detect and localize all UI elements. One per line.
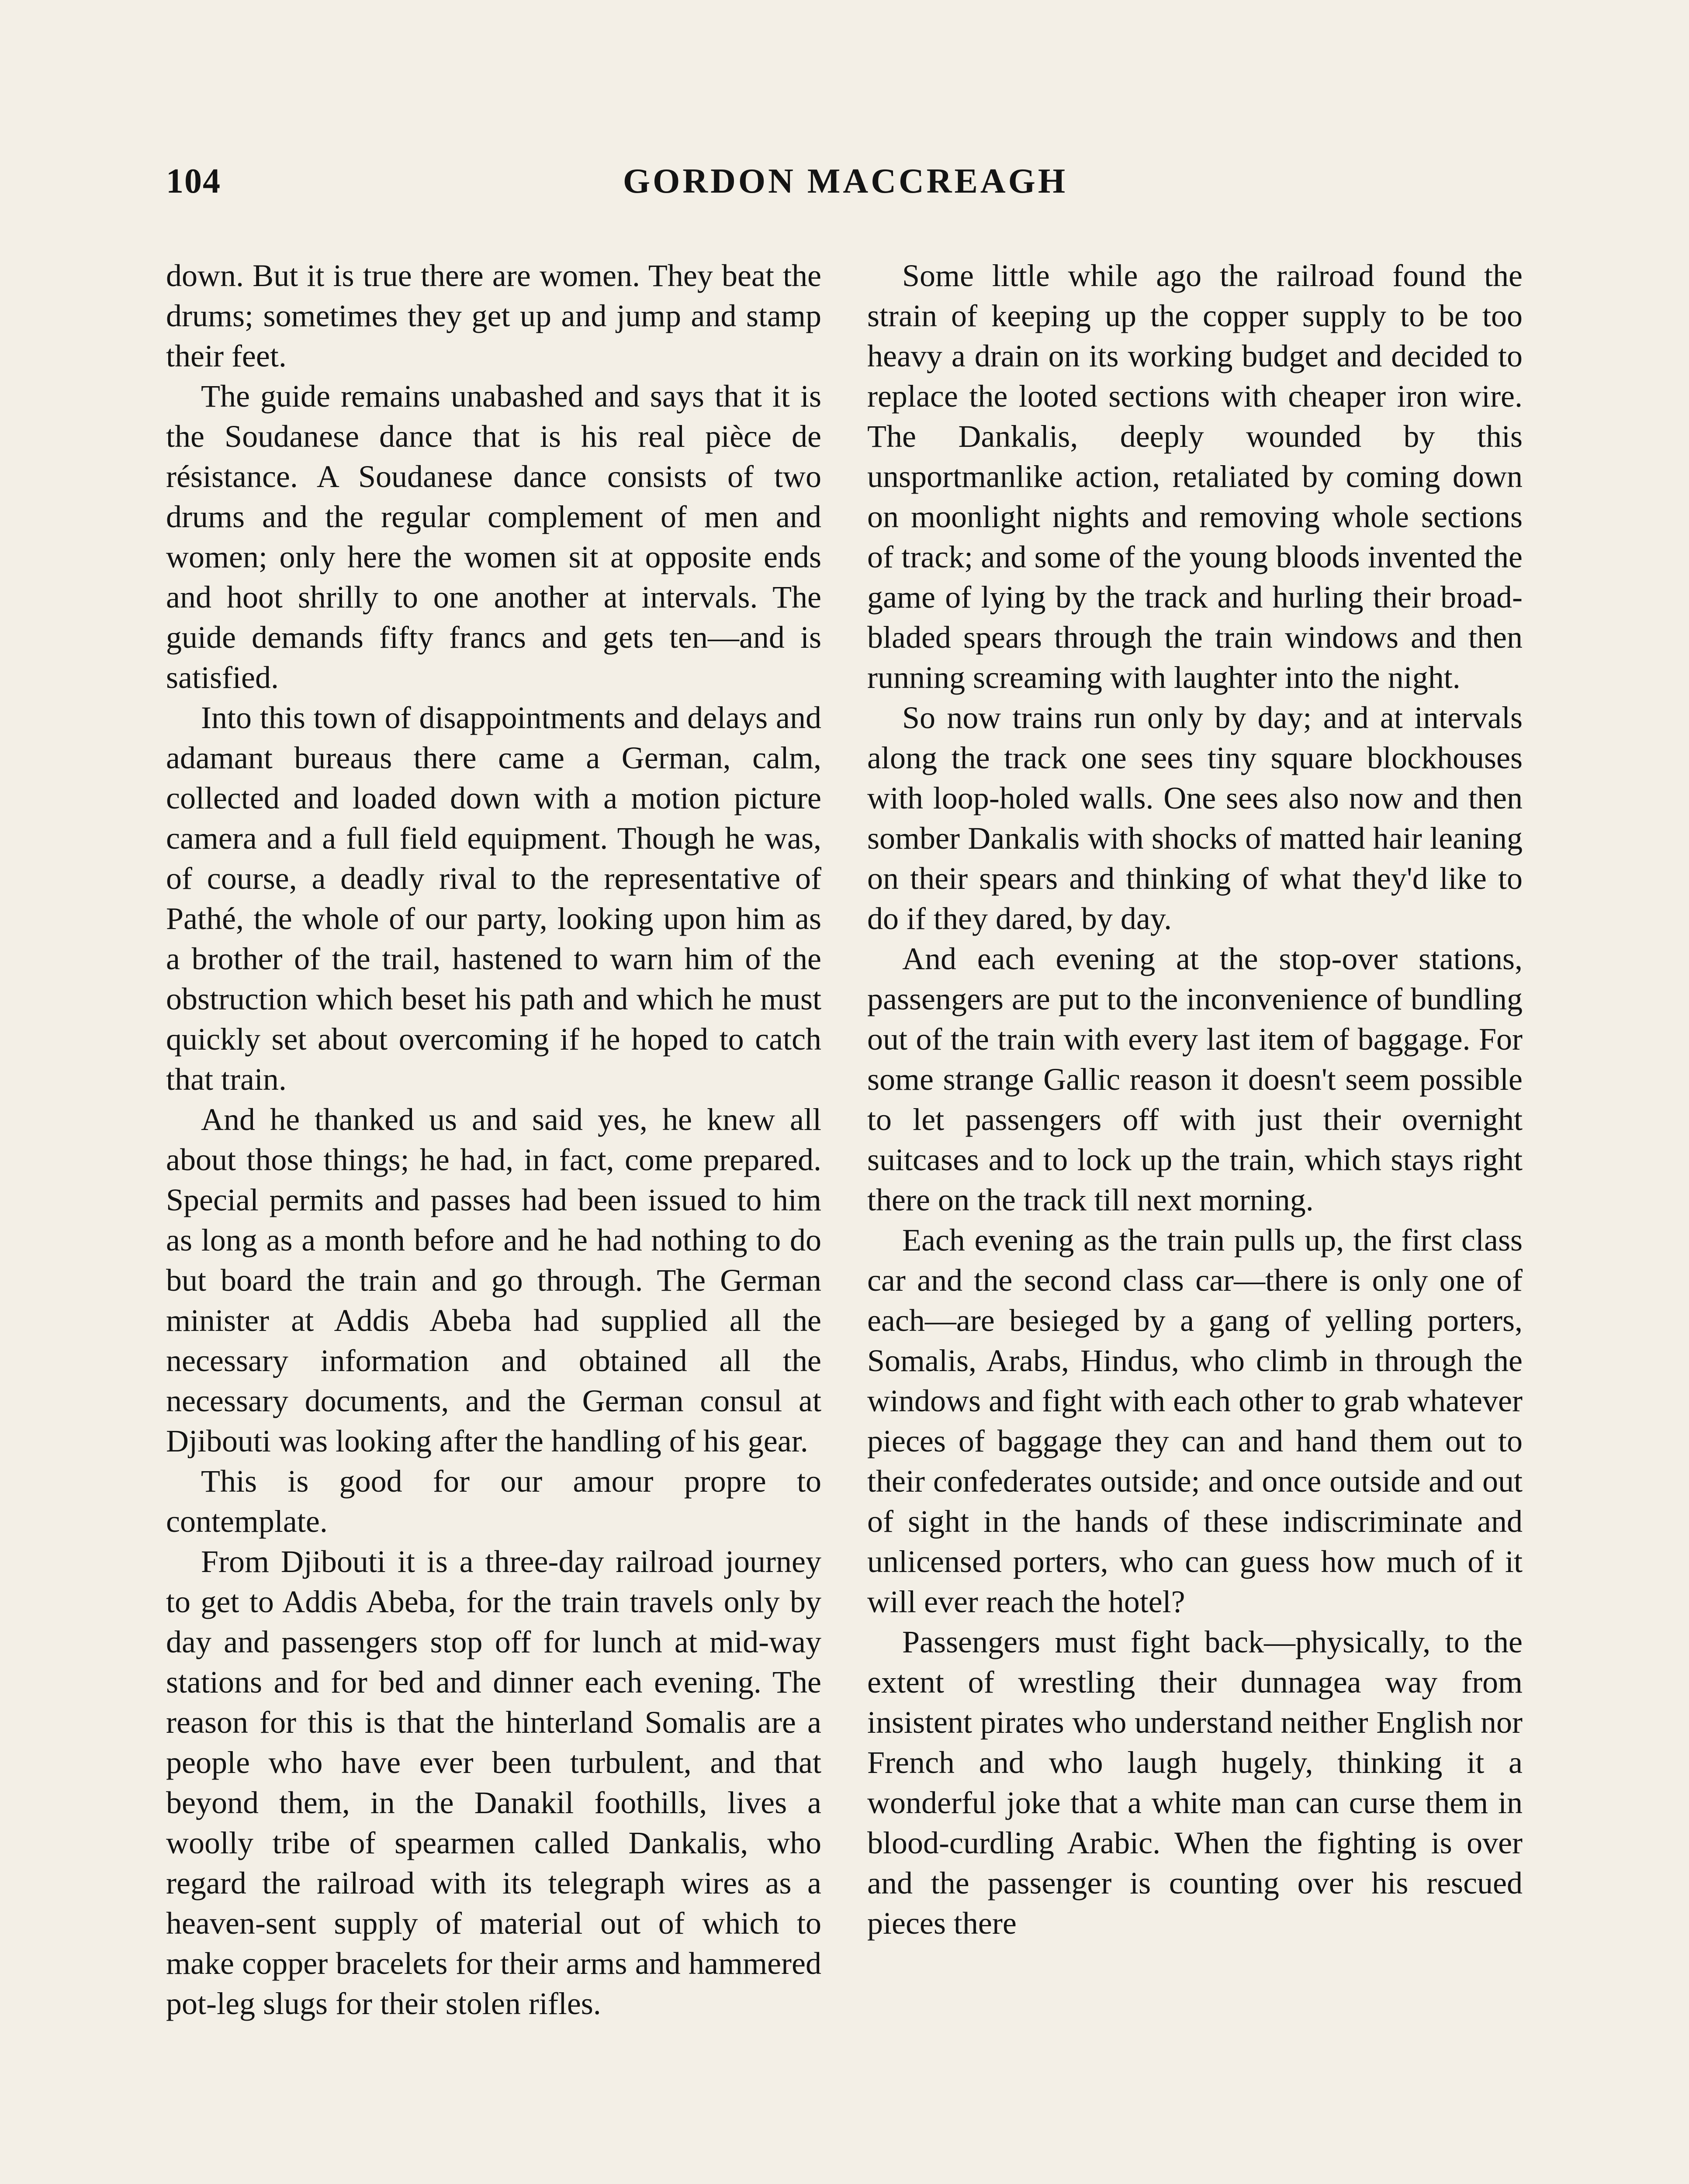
paragraph: Each evening as the train pulls up, the first class car and the second class car—there is only one of each—are besieged by a gang of yelling porters, Somalis, Arabs, Hindus, who climb in through the windows and fight with each other to grab whatever pieces of baggage they can and hand them out to their confederates outside; and once outside and out of sight in the hands of these indiscriminate and unlicensed porters, who can guess how much of it will ever reach the hotel? xyxy=(867,1223,1523,1619)
paragraph: This is good for our amour propre to contemplate. xyxy=(166,1464,821,1539)
running-head-author: GORDON MACCREAGH xyxy=(623,162,1068,200)
right-text-column xyxy=(867,256,1523,1943)
paragraph: From Djibouti it is a three-day railroad journey to get to Addis Abeba, for the train travels only by day and passengers stop off for lunch at mid-way stations and for bed and dinner each evening. The reason for this is that the hinterland Somalis are a people who have ever been turbulent, and that beyond them, in the Danakil foothills, lives a woolly tribe of spearmen called Dankalis, who regard the railroad with its telegraph wires as a heaven-sent supply of material out of which to make copper bracelets for their arms and hammered pot-leg slugs for their stolen rifles. xyxy=(166,1544,821,2021)
paragraph: And he thanked us and said yes, he knew all about those things; he had, in fact, come prepared. Special permits and passes had been issued to him as long as a month before and he had nothing to do but board the train and go through. The German minister at Addis Abeba had supplied all the necessary information and obtained all the necessary documents, and the German consul at Djibouti was looking after the handling of his gear. xyxy=(166,1102,821,1458)
paragraph: Passengers must fight back—physically, to the extent of wrestling their dunnagea way from insistent pirates who understand neither English nor French and who laugh hugely, thinking it a wonderful joke that a white man can curse them in blood-curdling Arabic. When the fighting is over and the passenger is counting over his rescued pieces there xyxy=(867,1624,1523,1941)
paragraph: Into this town of disappointments and delays and adamant bureaus there came a German, calm, collected and loaded down with a motion picture camera and a full field equipment. Though he was, of course, a deadly rival to the representative of Pathé, the whole of our party, looking upon him as a brother of the trail, hastened to warn him of the obstruction which beset his path and which he must quickly set about overcoming if he hoped to catch that train. xyxy=(166,700,821,1097)
page-number: 104 xyxy=(166,162,221,200)
page-header xyxy=(166,162,1525,210)
paragraph: Some little while ago the railroad found the strain of keeping up the copper supply to be too heavy a drain on its working budget and decided to replace the looted sections with cheaper iron wire. The Dankalis, deeply wounded by this unsportmanlike action, retaliated by coming down on moonlight nights and removing whole sections of track; and some of the young bloods invented the game of lying by the track and hurling their broad-bladed spears through the train windows and then running screaming with laughter into the night. xyxy=(867,258,1523,695)
paragraph: And each evening at the stop-over stations, passengers are put to the inconvenience of bundling out of the train with every last item of baggage. For some strange Gallic reason it doesn't seem possible to let passengers off with just their overnight suitcases and to lock up the train, which stays right there on the track till next morning. xyxy=(867,941,1523,1217)
left-text-column xyxy=(166,256,821,2024)
paragraph: The guide remains unabashed and says that it is the Soudanese dance that is his real pièce de résistance. A Soudanese dance consists of two drums and the regular complement of men and women; only here the women sit at opposite ends and hoot shrilly to one another at intervals. The guide demands fifty francs and gets ten—and is satisfied. xyxy=(166,379,821,695)
paragraph: So now trains run only by day; and at intervals along the track one sees tiny square blockhouses with loop-holed walls. One sees also now and then somber Dankalis with shocks of matted hair leaning on their spears and thinking of what they'd like to do if they dared, by day. xyxy=(867,700,1523,936)
paragraph: down. But it is true there are women. They beat the drums; sometimes they get up and jump and stamp their feet. xyxy=(166,258,821,373)
